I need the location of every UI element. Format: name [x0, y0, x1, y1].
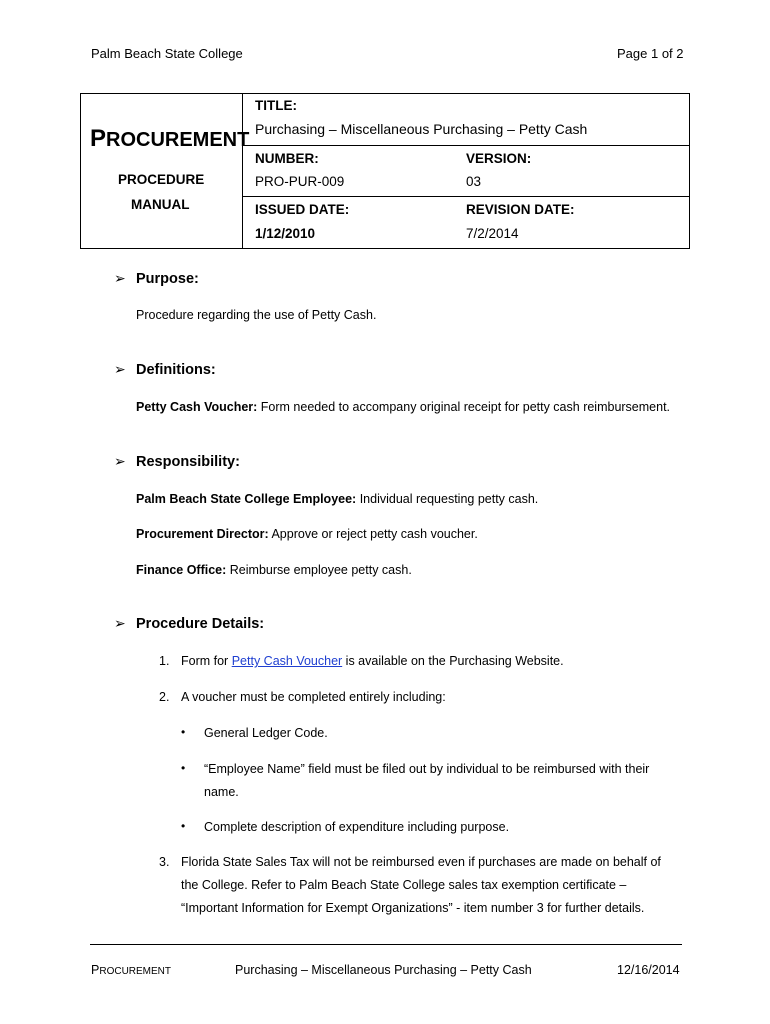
procurement-heading: PROCUREMENT	[90, 125, 250, 152]
bullet-item: General Ledger Code.	[204, 726, 328, 740]
title-value: Purchasing – Miscellaneous Purchasing – Petty Cash	[255, 121, 588, 137]
manual-label: MANUAL	[131, 197, 190, 212]
title-label: TITLE:	[255, 98, 297, 113]
definitions-heading: ➢ Definitions:	[114, 361, 216, 378]
arrow-bullet-icon: ➢	[114, 615, 126, 631]
responsibility-item: Procurement Director: Approve or reject petty cash voucher.	[136, 527, 478, 541]
issued-date-cell	[243, 197, 467, 249]
title-cell	[243, 94, 690, 146]
purpose-heading: ➢ Purpose:	[114, 270, 199, 287]
bullet-item: “Employee Name” field must be filed out by individual to be reimbursed with their	[204, 762, 650, 776]
footer-divider	[90, 944, 682, 945]
revision-date-value: 7/2/2014	[466, 226, 519, 241]
version-value: 03	[466, 174, 482, 189]
revision-date-cell	[466, 197, 690, 249]
procedure-info-box	[80, 93, 690, 249]
footer-title: Purchasing – Miscellaneous Purchasing – Petty Cash	[235, 963, 532, 977]
step-2-text: A voucher must be completed entirely including:	[181, 690, 446, 704]
revision-date-label: REVISION DATE:	[466, 202, 575, 217]
arrow-bullet-icon: ➢	[114, 361, 126, 377]
step-3-line: Florida State Sales Tax will not be reimbursed even if purchases are made on behalf of	[181, 855, 661, 869]
number-cell	[243, 146, 467, 197]
bullet-glyph: •	[181, 819, 186, 833]
bullet-item: Complete description of expenditure including purpose.	[204, 820, 510, 834]
issued-date-label: ISSUED DATE:	[255, 202, 350, 217]
header-college: Palm Beach State College	[91, 46, 243, 61]
purpose-text: Procedure regarding the use of Petty Cash.	[136, 308, 377, 322]
header-page-number: Page 1 of 2	[617, 46, 684, 61]
petty-cash-voucher-link[interactable]: Petty Cash Voucher	[231, 654, 343, 668]
step-3-line: “Important Information for Exempt Organizations” - item number 3 for further details.	[181, 901, 645, 915]
bullet-item-continued: name.	[204, 785, 239, 799]
step-1-text: Form for Petty Cash Voucher is available on the Purchasing Website.	[181, 654, 564, 668]
step-3-line: the College. Refer to Palm Beach State College sales tax exemption certificate –	[181, 878, 627, 892]
number-label: NUMBER:	[255, 151, 319, 166]
step-number: 3.	[159, 855, 170, 869]
manual-label-cell	[81, 94, 250, 249]
version-cell	[466, 146, 690, 197]
bullet-glyph: •	[181, 761, 186, 775]
footer-date: 12/16/2014	[617, 963, 680, 977]
step-number: 2.	[159, 690, 170, 704]
issued-date-value: 1/12/2010	[255, 226, 316, 241]
responsibility-heading: ➢ Responsibility:	[114, 453, 240, 470]
definition-petty-cash-voucher: Petty Cash Voucher: Form needed to accompany original receipt for petty cash reimbursement.	[136, 400, 671, 414]
bullet-glyph: •	[181, 725, 186, 739]
procedure-details-heading: ➢ Procedure Details:	[114, 615, 265, 632]
number-value: PRO-PUR-009	[255, 174, 345, 189]
version-label: VERSION:	[466, 151, 532, 166]
responsibility-item: Finance Office: Reimburse employee petty cash.	[136, 563, 412, 577]
step-number: 1.	[159, 654, 170, 668]
procedure-label: PROCEDURE	[118, 172, 205, 187]
arrow-bullet-icon: ➢	[114, 270, 126, 286]
responsibility-item: Palm Beach State College Employee: Individual requesting petty cash.	[136, 492, 539, 506]
footer-procurement: PROCUREMENT	[91, 963, 172, 977]
arrow-bullet-icon: ➢	[114, 453, 126, 469]
